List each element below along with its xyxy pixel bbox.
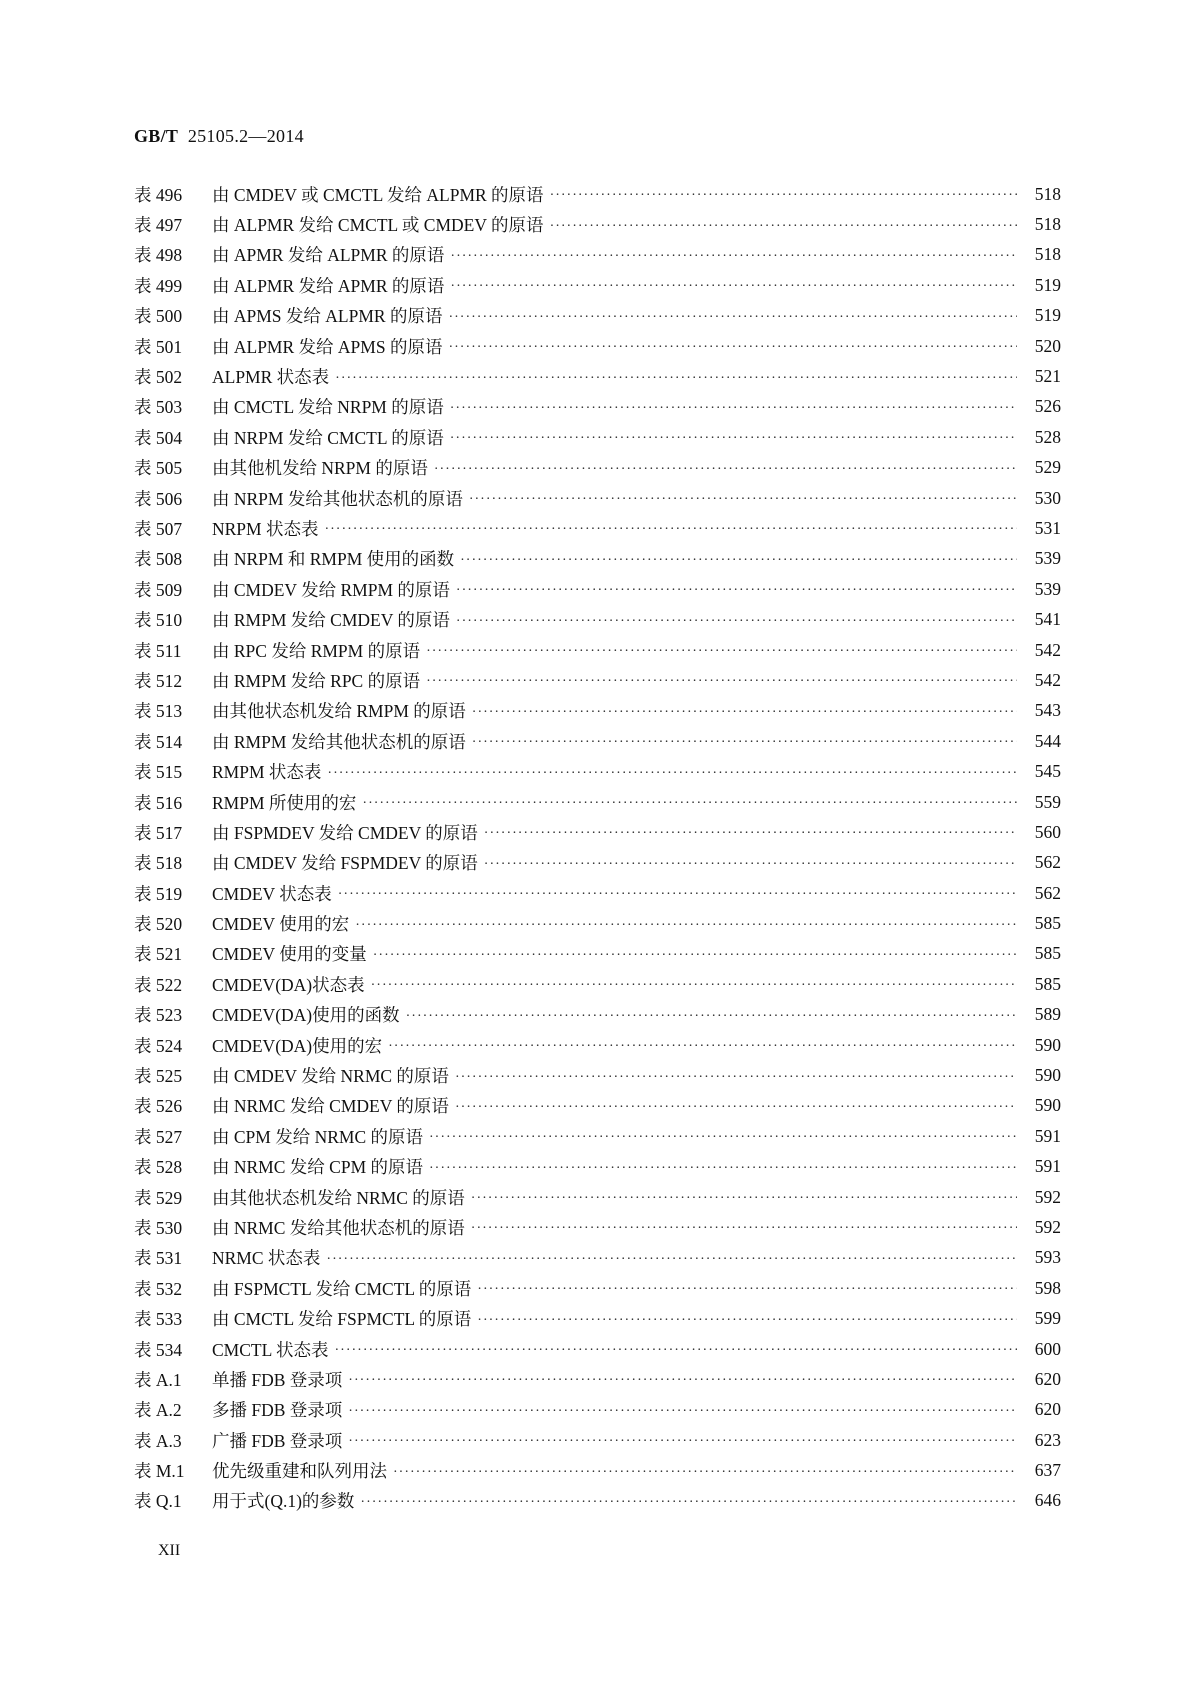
toc-entry-title: 由 FSPMDEV 发给 CMDEV 的原语 bbox=[212, 822, 478, 843]
dot-leader bbox=[335, 1343, 1017, 1359]
toc-entry-page: 600 bbox=[1034, 1338, 1061, 1359]
toc-entry-number: 表 A.2 bbox=[134, 1400, 182, 1421]
toc-entry-page: 623 bbox=[1034, 1429, 1061, 1450]
toc-entry[interactable] bbox=[134, 908, 1061, 938]
toc-entry-title: 由 ALPMR 发给 CMCTL 或 CMDEV 的原语 bbox=[212, 215, 544, 236]
toc-entry-title: CMDEV 状态表 bbox=[212, 883, 332, 904]
toc-entry-number: 表 533 bbox=[134, 1309, 183, 1330]
toc-entry[interactable] bbox=[134, 1000, 1061, 1030]
toc-entry-number: 表 514 bbox=[134, 731, 183, 752]
toc-entry-title: CMDEV 使用的宏 bbox=[212, 914, 350, 935]
toc-entry-title: CMDEV(DA)状态表 bbox=[212, 974, 365, 995]
toc-entry[interactable] bbox=[134, 1091, 1061, 1121]
toc-entry-number: 表 505 bbox=[134, 458, 183, 479]
toc-entry-number: 表 498 bbox=[134, 245, 183, 266]
toc-entry-title: CMCTL 状态表 bbox=[212, 1339, 329, 1360]
dot-leader bbox=[348, 1434, 1017, 1450]
toc-entry-number: 表 499 bbox=[134, 275, 183, 296]
toc-entry-page: 520 bbox=[1034, 335, 1061, 356]
toc-entry-page: 529 bbox=[1034, 457, 1061, 478]
dot-leader bbox=[450, 431, 1017, 447]
toc-entry-title: 由 RMPM 发给 RPC 的原语 bbox=[212, 670, 421, 691]
standard-code: 25105.2—2014 bbox=[187, 126, 304, 146]
toc-entry-title: 由 NRPM 发给其他状态机的原语 bbox=[212, 488, 463, 509]
toc-entry-number: 表 523 bbox=[134, 1005, 183, 1026]
toc-entry-title: 由 APMR 发给 ALPMR 的原语 bbox=[212, 245, 445, 266]
toc-entry-number: 表 M.1 bbox=[134, 1461, 185, 1482]
toc-entry-title: ALPMR 状态表 bbox=[212, 367, 330, 388]
toc-entry-number: 表 511 bbox=[134, 640, 182, 661]
toc-entry-title: NRMC 状态表 bbox=[212, 1248, 321, 1269]
toc-entry-title: 由其他状态机发给 RMPM 的原语 bbox=[212, 701, 466, 722]
toc-entry-number: 表 508 bbox=[134, 549, 183, 570]
toc-entry-page: 591 bbox=[1034, 1156, 1061, 1177]
toc-entry-title: 由 ALPMR 发给 APMS 的原语 bbox=[212, 336, 443, 357]
toc-entry-title: 单播 FDB 登录项 bbox=[212, 1369, 343, 1390]
toc-entry-number: 表 512 bbox=[134, 670, 183, 691]
dot-leader bbox=[550, 219, 1017, 235]
toc-entry[interactable] bbox=[134, 544, 1061, 574]
toc-entry-title: 由 NRPM 发给 CMCTL 的原语 bbox=[212, 427, 444, 448]
dot-leader bbox=[371, 978, 1017, 994]
toc-entry-page: 585 bbox=[1034, 973, 1061, 994]
toc-entry-title: 用于式(Q.1)的参数 bbox=[212, 1491, 355, 1512]
toc-entry-page: 519 bbox=[1034, 274, 1061, 295]
toc-entry-number: 表 518 bbox=[134, 853, 183, 874]
toc-entry-page: 541 bbox=[1034, 609, 1061, 630]
toc-entry-number: 表 496 bbox=[134, 184, 183, 205]
toc-entry-title: CMDEV(DA)使用的宏 bbox=[212, 1035, 383, 1056]
toc-entry-title: 广播 FDB 登录项 bbox=[212, 1430, 343, 1451]
toc-entry[interactable] bbox=[134, 1395, 1061, 1425]
toc-entry-number: 表 Q.1 bbox=[134, 1491, 182, 1512]
toc-entry-page: 518 bbox=[1034, 214, 1061, 235]
toc-entry-page: 591 bbox=[1034, 1125, 1061, 1146]
dot-leader bbox=[393, 1465, 1017, 1481]
toc-entry[interactable] bbox=[134, 1364, 1061, 1394]
toc-entry-number: 表 531 bbox=[134, 1248, 183, 1269]
dot-leader bbox=[326, 1252, 1017, 1268]
dot-leader bbox=[426, 674, 1017, 690]
dot-leader bbox=[477, 1313, 1017, 1329]
toc-entry-title: 由 CMDEV 发给 RMPM 的原语 bbox=[212, 579, 450, 600]
toc-entry[interactable] bbox=[134, 1121, 1061, 1151]
toc-entry-number: 表 526 bbox=[134, 1096, 183, 1117]
dot-leader bbox=[450, 401, 1017, 417]
toc-entry[interactable] bbox=[134, 848, 1061, 878]
toc-entry-number: 表 513 bbox=[134, 701, 183, 722]
toc-entry[interactable] bbox=[134, 939, 1061, 969]
toc-entry-title: CMDEV 使用的变量 bbox=[212, 944, 367, 965]
toc-entry[interactable] bbox=[134, 1425, 1061, 1455]
dot-leader bbox=[429, 1130, 1017, 1146]
toc-entry-number: 表 520 bbox=[134, 914, 183, 935]
toc-entry-title: 由其他机发给 NRPM 的原语 bbox=[212, 458, 428, 479]
toc-entry-number: 表 517 bbox=[134, 822, 183, 843]
dot-leader bbox=[472, 735, 1017, 751]
dot-leader bbox=[477, 1282, 1017, 1298]
toc-entry-title: 由 RMPM 发给其他状态机的原语 bbox=[212, 731, 466, 752]
toc-entry-number: 表 497 bbox=[134, 215, 183, 236]
toc-entry-title: 由 APMS 发给 ALPMR 的原语 bbox=[212, 306, 443, 327]
toc-entry-page: 528 bbox=[1034, 426, 1061, 447]
toc-entry-page: 620 bbox=[1034, 1368, 1061, 1389]
toc-entry[interactable] bbox=[134, 240, 1061, 270]
toc-entry-title: CMDEV(DA)使用的函数 bbox=[212, 1005, 400, 1026]
dot-leader bbox=[469, 492, 1017, 508]
toc-entry-title: 由 NRMC 发给其他状态机的原语 bbox=[212, 1217, 465, 1238]
toc-entry-number: 表 521 bbox=[134, 944, 183, 965]
toc-entry[interactable] bbox=[134, 878, 1061, 908]
toc-entry[interactable] bbox=[134, 1486, 1061, 1516]
dot-leader bbox=[448, 310, 1017, 326]
toc-entry-title: 由 CMDEV 发给 NRMC 的原语 bbox=[212, 1066, 449, 1087]
toc-entry-page: 585 bbox=[1034, 913, 1061, 934]
toc-entry[interactable] bbox=[134, 1243, 1061, 1273]
toc-entry-page: 518 bbox=[1034, 244, 1061, 265]
toc-entry-page: 560 bbox=[1034, 821, 1061, 842]
toc-entry[interactable] bbox=[134, 1212, 1061, 1242]
dot-leader bbox=[434, 462, 1017, 478]
dot-leader bbox=[360, 1495, 1017, 1511]
toc-entry-title: 由 NRMC 发给 CMDEV 的原语 bbox=[212, 1096, 449, 1117]
toc-entry-page: 589 bbox=[1034, 1004, 1061, 1025]
toc-entry-page: 590 bbox=[1034, 1095, 1061, 1116]
toc-entry[interactable] bbox=[134, 1303, 1061, 1333]
toc-entry-page: 593 bbox=[1034, 1247, 1061, 1268]
dot-leader bbox=[362, 796, 1017, 812]
toc-entry-number: 表 527 bbox=[134, 1126, 183, 1147]
toc-entry-page: 590 bbox=[1034, 1034, 1061, 1055]
toc-entry-title: 由 CPM 发给 NRMC 的原语 bbox=[212, 1126, 424, 1147]
toc-entry-page: 530 bbox=[1034, 487, 1061, 508]
toc-entry[interactable] bbox=[134, 209, 1061, 239]
toc-entry[interactable] bbox=[134, 392, 1061, 422]
toc-entry-number: 表 506 bbox=[134, 488, 183, 509]
toc-entry[interactable] bbox=[134, 696, 1061, 726]
toc-entry[interactable] bbox=[134, 1455, 1061, 1485]
toc-entry[interactable] bbox=[134, 270, 1061, 300]
toc-entry-page: 620 bbox=[1034, 1399, 1061, 1420]
dot-leader bbox=[335, 371, 1017, 387]
toc-entry[interactable] bbox=[134, 301, 1061, 331]
toc-entry[interactable] bbox=[134, 665, 1061, 695]
dot-leader bbox=[348, 1404, 1017, 1420]
toc-entry-number: 表 503 bbox=[134, 397, 183, 418]
toc-entry-number: 表 525 bbox=[134, 1066, 183, 1087]
dot-leader bbox=[324, 522, 1017, 538]
toc-entry-title: 由 NRPM 和 RMPM 使用的函数 bbox=[212, 549, 455, 570]
toc-entry-page: 519 bbox=[1034, 305, 1061, 326]
toc-entry-title: 由其他状态机发给 NRMC 的原语 bbox=[212, 1187, 465, 1208]
toc-entry[interactable] bbox=[134, 1060, 1061, 1090]
dot-leader bbox=[472, 705, 1017, 721]
toc-entry-number: 表 530 bbox=[134, 1217, 183, 1238]
toc-entry-title: 由 FSPMCTL 发给 CMCTL 的原语 bbox=[212, 1278, 472, 1299]
dot-leader bbox=[348, 1373, 1017, 1389]
dot-leader bbox=[338, 887, 1017, 903]
dot-leader bbox=[355, 918, 1017, 934]
toc-entry-page: 585 bbox=[1034, 943, 1061, 964]
toc-entry[interactable] bbox=[134, 361, 1061, 391]
toc-entry-page: 637 bbox=[1034, 1460, 1061, 1481]
toc-entry-page: 646 bbox=[1034, 1490, 1061, 1511]
toc-entry[interactable] bbox=[134, 756, 1061, 786]
dot-leader bbox=[426, 644, 1017, 660]
toc-entry-title: 由 CMDEV 发给 FSPMDEV 的原语 bbox=[212, 853, 478, 874]
dot-leader bbox=[456, 614, 1017, 630]
toc-entry[interactable] bbox=[134, 422, 1061, 452]
toc-entry[interactable] bbox=[134, 513, 1061, 543]
toc-entry-title: 由 CMDEV 或 CMCTL 发给 ALPMR 的原语 bbox=[212, 184, 544, 205]
toc-entry[interactable] bbox=[134, 1152, 1061, 1182]
toc-entry-title: RMPM 状态表 bbox=[212, 762, 322, 783]
dot-leader bbox=[450, 279, 1017, 295]
toc-entry[interactable] bbox=[134, 1030, 1061, 1060]
table-of-contents bbox=[134, 179, 1061, 1516]
toc-entry[interactable] bbox=[134, 1182, 1061, 1212]
toc-entry-title: NRPM 状态表 bbox=[212, 518, 319, 539]
toc-entry-page: 545 bbox=[1034, 761, 1061, 782]
toc-entry-number: 表 502 bbox=[134, 367, 183, 388]
toc-entry-title: 由 NRMC 发给 CPM 的原语 bbox=[212, 1157, 424, 1178]
toc-entry-page: 542 bbox=[1034, 669, 1061, 690]
toc-entry[interactable] bbox=[134, 726, 1061, 756]
toc-entry-page: 518 bbox=[1034, 183, 1061, 204]
toc-entry-page: 592 bbox=[1034, 1216, 1061, 1237]
dot-leader bbox=[471, 1221, 1017, 1237]
toc-entry[interactable] bbox=[134, 635, 1061, 665]
toc-entry-title: 由 ALPMR 发给 APMR 的原语 bbox=[212, 275, 445, 296]
toc-entry-page: 539 bbox=[1034, 548, 1061, 569]
standard-prefix: GB/T bbox=[134, 126, 179, 146]
dot-leader bbox=[456, 583, 1017, 599]
toc-entry-title: 由 CMCTL 发给 FSPMCTL 的原语 bbox=[212, 1309, 472, 1330]
toc-entry-number: 表 500 bbox=[134, 306, 183, 327]
dot-leader bbox=[484, 826, 1017, 842]
toc-entry-title: 由 RMPM 发给 CMDEV 的原语 bbox=[212, 610, 450, 631]
toc-entry[interactable] bbox=[134, 179, 1061, 209]
toc-entry-page: 542 bbox=[1034, 639, 1061, 660]
toc-entry-title: RMPM 所使用的宏 bbox=[212, 792, 357, 813]
dot-leader bbox=[327, 766, 1017, 782]
toc-entry-page: 599 bbox=[1034, 1308, 1061, 1329]
dot-leader bbox=[406, 1009, 1017, 1025]
toc-entry-page: 592 bbox=[1034, 1186, 1061, 1207]
toc-entry[interactable] bbox=[134, 969, 1061, 999]
toc-entry-page: 544 bbox=[1034, 730, 1061, 751]
toc-entry-page: 562 bbox=[1034, 882, 1061, 903]
toc-entry-number: 表 A.1 bbox=[134, 1369, 182, 1390]
toc-entry-title: 多播 FDB 登录项 bbox=[212, 1400, 343, 1421]
toc-entry-number: 表 528 bbox=[134, 1157, 183, 1178]
toc-entry[interactable] bbox=[134, 1273, 1061, 1303]
toc-entry-page: 539 bbox=[1034, 578, 1061, 599]
toc-entry-number: 表 529 bbox=[134, 1187, 183, 1208]
toc-entry-page: 598 bbox=[1034, 1277, 1061, 1298]
toc-entry-page: 590 bbox=[1034, 1065, 1061, 1086]
toc-entry-number: 表 524 bbox=[134, 1035, 183, 1056]
dot-leader bbox=[550, 188, 1017, 204]
toc-entry-number: 表 516 bbox=[134, 792, 183, 813]
dot-leader bbox=[373, 948, 1017, 964]
dot-leader bbox=[388, 1039, 1017, 1055]
toc-entry-page: 543 bbox=[1034, 700, 1061, 721]
toc-entry[interactable] bbox=[134, 331, 1061, 361]
toc-entry-page: 559 bbox=[1034, 791, 1061, 812]
toc-entry-number: 表 501 bbox=[134, 336, 183, 357]
toc-entry[interactable] bbox=[134, 787, 1061, 817]
dot-leader bbox=[455, 1100, 1017, 1116]
toc-entry-number: 表 532 bbox=[134, 1278, 183, 1299]
toc-entry-title: 优先级重建和队列用法 bbox=[212, 1461, 387, 1482]
dot-leader bbox=[455, 1070, 1017, 1086]
toc-entry[interactable] bbox=[134, 453, 1061, 483]
toc-entry-number: 表 515 bbox=[134, 762, 183, 783]
toc-entry-title: 由 CMCTL 发给 NRPM 的原语 bbox=[212, 397, 444, 418]
document-header bbox=[134, 126, 304, 147]
dot-leader bbox=[429, 1161, 1017, 1177]
toc-entry-number: 表 534 bbox=[134, 1339, 183, 1360]
dot-leader bbox=[484, 857, 1017, 873]
toc-entry[interactable] bbox=[134, 483, 1061, 513]
dot-leader bbox=[450, 249, 1017, 265]
toc-entry[interactable] bbox=[134, 574, 1061, 604]
dot-leader bbox=[460, 553, 1017, 569]
toc-entry[interactable] bbox=[134, 817, 1061, 847]
toc-entry-number: 表 522 bbox=[134, 974, 183, 995]
toc-entry-number: 表 509 bbox=[134, 579, 183, 600]
toc-entry-page: 531 bbox=[1034, 517, 1061, 538]
toc-entry-number: 表 507 bbox=[134, 518, 183, 539]
toc-entry-page: 526 bbox=[1034, 396, 1061, 417]
page-number: XII bbox=[158, 1542, 181, 1559]
toc-entry-number: 表 A.3 bbox=[134, 1430, 182, 1451]
dot-leader bbox=[471, 1191, 1017, 1207]
toc-entry-number: 表 504 bbox=[134, 427, 183, 448]
toc-entry-page: 521 bbox=[1034, 366, 1061, 387]
toc-entry[interactable] bbox=[134, 1334, 1061, 1364]
toc-entry[interactable] bbox=[134, 604, 1061, 634]
toc-entry-title: 由 RPC 发给 RMPM 的原语 bbox=[212, 640, 421, 661]
toc-entry-page: 562 bbox=[1034, 852, 1061, 873]
toc-entry-number: 表 519 bbox=[134, 883, 183, 904]
dot-leader bbox=[448, 340, 1017, 356]
toc-entry-number: 表 510 bbox=[134, 610, 183, 631]
